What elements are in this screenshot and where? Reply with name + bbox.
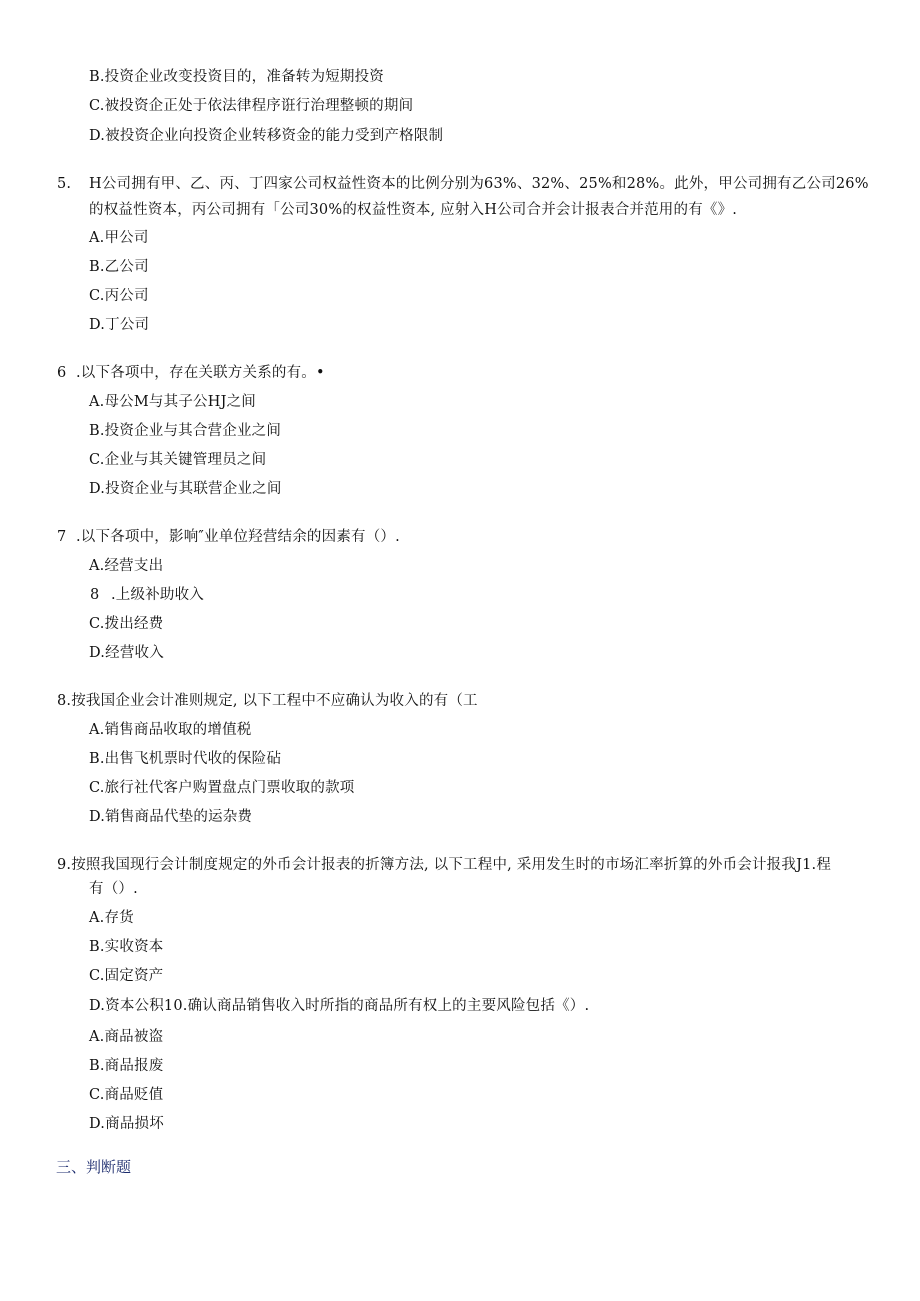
q7-number: 7 (57, 529, 67, 545)
q9-option-b: B.实收资本 (89, 939, 164, 955)
q5-text-line2: 的权益性资本，丙公司拥有「公司30%的权益性资本, 应射入H公司合并会计报表合并范用的有《》. (89, 202, 738, 218)
q7-inline-text: .上级补助收入 (111, 587, 205, 603)
q5-option-c: C.丙公司 (89, 288, 149, 304)
q9-text-line2: 有（）. (89, 881, 138, 897)
q8-option-c: C.旅行社代客户购置盘点门票收取的款项 (89, 780, 355, 796)
q6-option-b: B.投资企业与其合营企业之间 (89, 423, 282, 439)
q10-option-c: C.商品贬值 (89, 1087, 164, 1103)
q8-option-b: B.出售飞机票时代收的保险砧 (89, 751, 282, 767)
q5-option-b: B.乙公司 (89, 259, 149, 275)
q9-option-a: A.存货 (89, 910, 134, 926)
q5-text-line1: H公司拥有甲、乙、丙、丁四家公司权益性资本的比例分别为63%、32%、25%和28%。此外，甲公司拥有乙公司26% (89, 176, 869, 192)
q8-text: 8.按我国企业会计准则规定, 以下工程中不应确认为收入的有（工 (57, 693, 478, 709)
q9-option-d-merged-q10: D.资本公积10.确认商品销售收入时所指的商品所有权上的主要风险包括《）. (89, 998, 590, 1014)
q10-option-b: B.商品报废 (89, 1058, 164, 1074)
section-heading-true-false: 三、判断题 (56, 1158, 132, 1176)
q6-option-a: A.母公M与其子公HJ之间 (89, 394, 256, 410)
q6-number: 6 (57, 365, 67, 381)
q7-option-d: D.经营收入 (89, 645, 164, 661)
q8-option-a: A.销售商品收取的增值税 (89, 722, 252, 738)
q6-option-d: D.投资企业与其联营企业之间 (89, 481, 282, 497)
q7-inline-number: 8 (90, 587, 100, 603)
q9-option-c: C.固定资产 (89, 968, 164, 984)
q8-option-d: D.销售商品代垫的运杂费 (89, 809, 253, 825)
q6-text: .以下各项中，存在关联方关系的有。• (76, 365, 325, 381)
q4-option-b: B.投资企业改变投资目的，准备转为短期投资 (89, 69, 384, 85)
q4-option-d: D.被投资企业向投资企业转移资金的能力受到产格限制 (89, 128, 444, 144)
q5-option-d: D.丁公司 (89, 317, 150, 333)
q7-option-c: C.拨出经费 (89, 616, 164, 632)
q7-option-a: A.经营支出 (89, 558, 164, 574)
q10-option-d: D.商品损坏 (89, 1116, 164, 1132)
q9-text-line1: 9.按照我国现行会计制度规定的外币会计报表的折簿方法, 以下工程中, 采用发生时的市场汇率折算的外币会计报我J1.程 (57, 857, 832, 873)
q6-option-c: C.企业与其关键管理员之间 (89, 452, 267, 468)
q5-option-a: A.甲公司 (89, 230, 149, 246)
q7-text: .以下各项中，影响″业单位羟营结余的因素有（）. (76, 529, 400, 545)
q5-number: 5. (57, 176, 72, 192)
q4-option-c: C.被投资企正处于依法律程序诳行治理整顿的期间 (89, 98, 414, 114)
q10-option-a: A.商品被盗 (89, 1029, 164, 1045)
